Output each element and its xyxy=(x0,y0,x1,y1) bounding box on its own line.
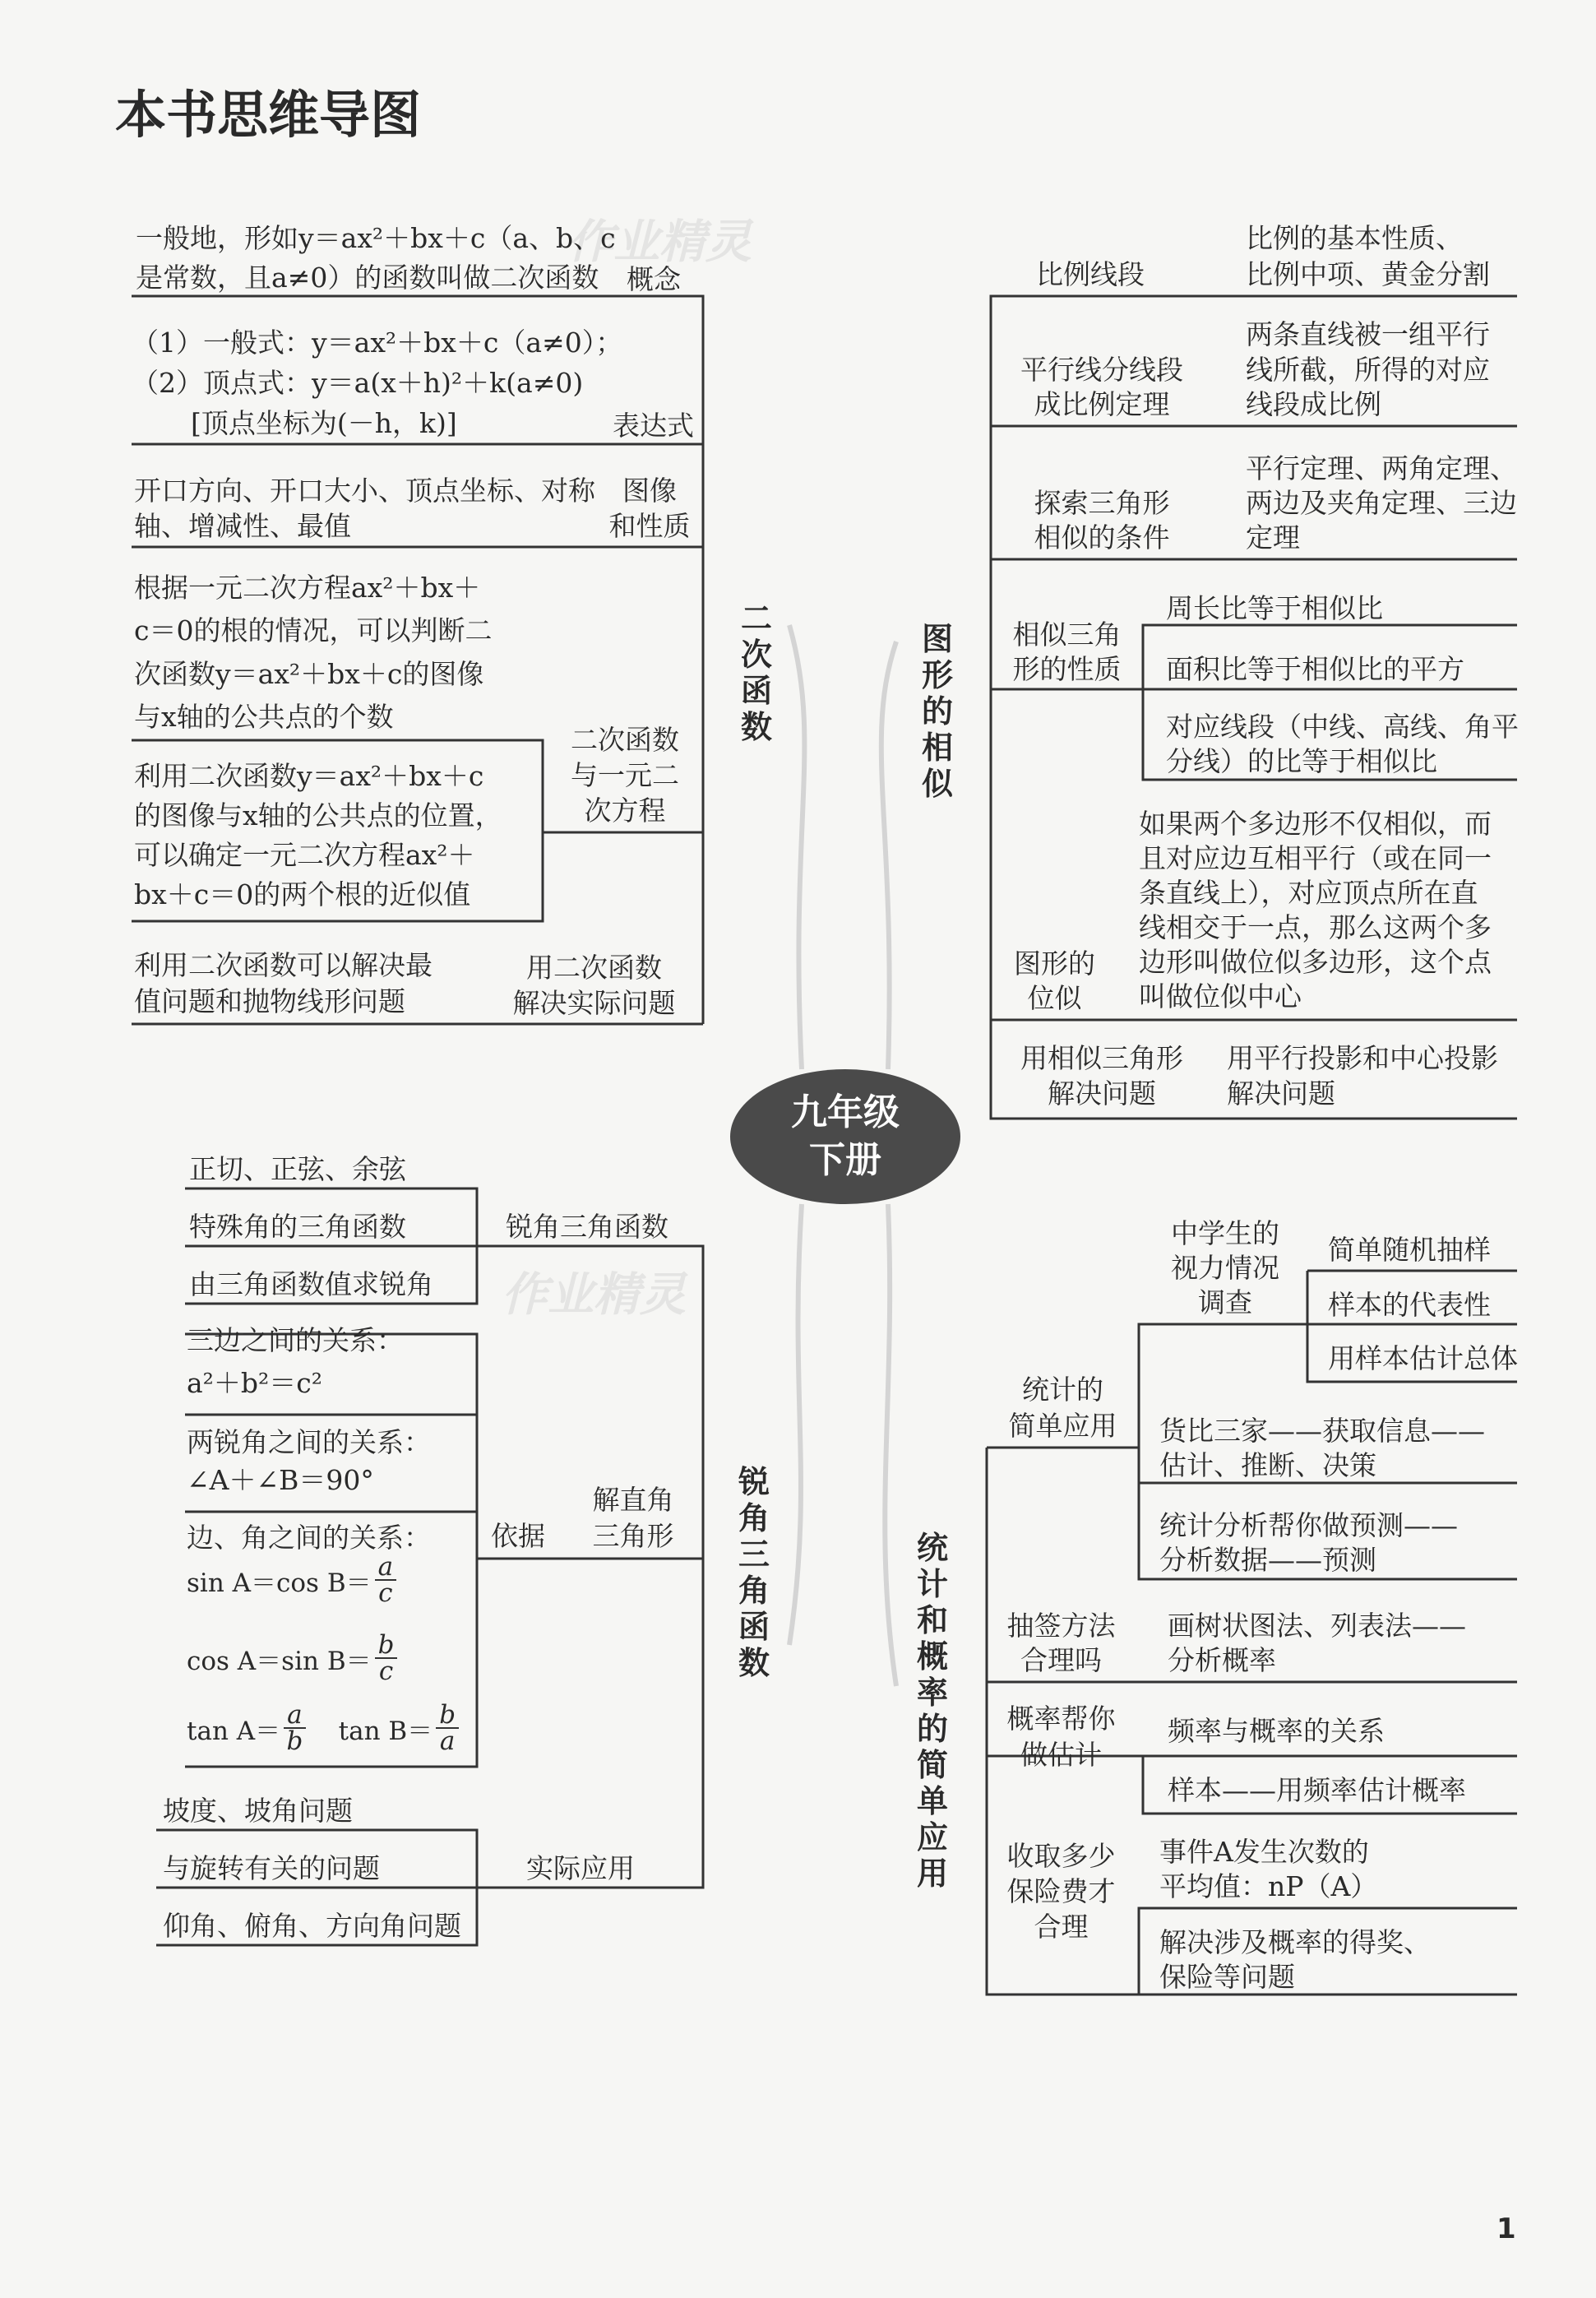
q4-survey-item: 简单随机抽样 xyxy=(1328,1234,1491,1266)
q1-equation-text1: 次函数y＝ax²＋bx＋c的图像 xyxy=(134,658,484,690)
q3-formula-tan xyxy=(187,1700,459,1756)
q3-right-sides: 三边之间的关系： xyxy=(187,1324,404,1356)
q1-graph-text: 开口方向、开口大小、顶点坐标、对称 xyxy=(134,475,595,507)
curve-q1 xyxy=(789,625,804,1069)
q2-parallel-text: 线所截，所得的对应 xyxy=(1246,354,1490,386)
center-volume: 下册 xyxy=(809,1139,881,1181)
q1-equation-text1: 根据一元二次方程ax²＋bx＋ xyxy=(134,572,481,604)
q1-expression-label: 表达式 xyxy=(613,410,694,442)
q2-parallel-label: 成比例定理 xyxy=(1034,388,1170,420)
q4-survey-label: 中学生的 xyxy=(1171,1217,1279,1249)
q3-right-angles: 两锐角之间的关系： xyxy=(187,1426,431,1458)
q4-insurance-text1: 平均值：nP（A） xyxy=(1159,1870,1378,1902)
q1-application-text: 利用二次函数可以解决最 xyxy=(134,949,433,981)
q1-equation-label: 与一元二 xyxy=(571,759,679,791)
q3-formula-tan-a-left: tan A＝ xyxy=(187,1716,281,1746)
q2-properties-label: 相似三角 xyxy=(1012,619,1122,651)
numerator: a xyxy=(284,1703,305,1729)
q3-practical-item: 坡度、坡角问题 xyxy=(163,1795,353,1827)
q4-insurance-label: 保险费才 xyxy=(1006,1875,1116,1907)
q3-formula-sin xyxy=(187,1552,396,1608)
q4-insurance-text2: 保险等问题 xyxy=(1159,1961,1295,1993)
q2-properties-item: 分线）的比等于相似比 xyxy=(1166,745,1437,777)
center-grade: 九年级 xyxy=(791,1091,900,1133)
q2-conditions-text: 定理 xyxy=(1246,521,1300,554)
q3-formula-tan-b-left: tan B＝ xyxy=(338,1716,433,1746)
q2-conditions-label: 探索三角形 xyxy=(1034,487,1170,519)
q4-estimate-item: 样本——用频率估计概率 xyxy=(1168,1774,1466,1806)
q1-application-label: 用二次函数 xyxy=(526,952,662,984)
q3-acute-item: 特殊角的三角函数 xyxy=(189,1211,406,1243)
q1-equation-label: 二次函数 xyxy=(571,724,679,756)
q4-insurance-label: 合理 xyxy=(1034,1911,1089,1943)
q3-practical-item: 仰角、俯角、方向角问题 xyxy=(163,1910,461,1942)
q2-properties-label: 形的性质 xyxy=(1012,653,1122,685)
q1-application-label: 解决实际问题 xyxy=(512,987,676,1019)
q2-properties-item: 对应线段（中线、高线、角平 xyxy=(1166,711,1519,743)
q3-right-angles: ∠A＋∠B＝90° xyxy=(187,1464,374,1496)
q4-estimate-item: 频率与概率的关系 xyxy=(1168,1715,1385,1747)
q2-conditions-text: 两边及夹角定理、三边 xyxy=(1246,487,1517,519)
q2-position-label: 图形的 xyxy=(1014,947,1095,980)
q4-estimate-label: 概率帮你 xyxy=(1006,1703,1116,1735)
q2-properties-item: 周长比等于相似比 xyxy=(1166,592,1383,624)
q1-graph-label: 和性质 xyxy=(608,510,691,542)
denominator: c xyxy=(378,1656,394,1686)
fraction xyxy=(284,1700,305,1756)
q2-parallel-text: 线段成比例 xyxy=(1246,388,1381,420)
q2-ratio-text: 比例的基本性质、 xyxy=(1246,222,1463,254)
topic-trig-functions: 锐角三角函数 xyxy=(738,1464,770,1681)
q1-graph-label: 图像 xyxy=(622,475,677,507)
q4-lots-text: 画树状图法、列表法—— xyxy=(1168,1610,1466,1642)
q1-application-text: 值问题和抛物线形问题 xyxy=(134,985,405,1017)
watermark: 作业精灵 xyxy=(567,215,752,269)
watermark: 作业精灵 xyxy=(502,1268,686,1322)
q3-formula-sin-left: sin A＝cos B＝ xyxy=(187,1568,372,1598)
fraction xyxy=(375,1630,398,1686)
q4-survey-label: 视力情况 xyxy=(1171,1252,1279,1284)
q1-concept-label: 概念 xyxy=(627,263,681,295)
q3-right-edge-angle: 边、角之间的关系： xyxy=(187,1522,431,1554)
center-node xyxy=(730,1069,960,1204)
q2-position-text: 线相交于一点，那么这两个多 xyxy=(1139,911,1492,943)
q2-properties-item: 面积比等于相似比的平方 xyxy=(1166,653,1464,685)
page-number: 1 xyxy=(1497,2212,1516,2245)
q3-right-label: 解直角 xyxy=(592,1484,674,1516)
q3-acute-item: 正切、正弦、余弦 xyxy=(189,1153,406,1185)
numerator: b xyxy=(436,1703,459,1729)
q4-stats-label: 简单应用 xyxy=(1008,1410,1117,1442)
q2-solve-label: 解决问题 xyxy=(1048,1077,1156,1110)
q1-graph-text: 轴、增减性、最值 xyxy=(134,510,351,542)
q4-estimate-label: 做估计 xyxy=(1020,1739,1102,1771)
q1-expression-text: （2）顶点式：y＝a(x＋h)²＋k(a≠0) xyxy=(132,367,584,399)
q2-parallel-label: 平行线分线段 xyxy=(1020,354,1183,386)
q2-position-text: 且对应边互相平行（或在同一 xyxy=(1139,842,1492,874)
q1-equation-text2: 可以确定一元二次方程ax²＋ xyxy=(134,839,475,871)
q1-equation-text1: c＝0的根的情况，可以判断二 xyxy=(134,614,493,646)
q4-insurance-text1: 事件A发生次数的 xyxy=(1159,1836,1369,1868)
denominator: a xyxy=(439,1726,456,1756)
q3-formula-cos-left: cos A＝sin B＝ xyxy=(187,1646,372,1676)
q1-expression-text: （1）一般式：y＝ax²＋bx＋c（a≠0）； xyxy=(132,327,623,359)
q4-shop-text: 货比三家——获取信息—— xyxy=(1159,1415,1485,1447)
q3-right-label: 三角形 xyxy=(592,1520,674,1552)
q3-acute-label: 锐角三角函数 xyxy=(506,1211,668,1243)
numerator: b xyxy=(375,1633,398,1659)
q1-equation-text2: 利用二次函数y＝ax²＋bx＋c xyxy=(134,760,484,792)
q1-equation-text1: 与x轴的公共点的个数 xyxy=(134,701,394,733)
q2-position-label: 位似 xyxy=(1027,982,1082,1014)
curve-q3 xyxy=(789,1204,802,1645)
q3-practical-label: 实际应用 xyxy=(526,1852,635,1884)
q4-survey-item: 用样本估计总体 xyxy=(1328,1342,1518,1374)
q4-stats-label: 统计的 xyxy=(1022,1374,1103,1406)
q4-lots-text: 分析概率 xyxy=(1168,1644,1276,1676)
topic-quadratic-function: 二次函数 xyxy=(740,600,772,745)
q3-practical-item: 与旋转有关的问题 xyxy=(163,1852,380,1884)
q1-equation-text2: 的图像与x轴的公共点的位置， xyxy=(134,799,502,832)
q3-right-sides: a²＋b²＝c² xyxy=(187,1367,322,1399)
q1-expression-text: [顶点坐标为(－h，k)] xyxy=(191,407,457,439)
q2-position-text: 边形叫做位似多边形，这个点 xyxy=(1139,946,1492,978)
q3-formula-cos xyxy=(187,1630,397,1686)
fraction xyxy=(436,1700,459,1756)
q1-equation-label: 次方程 xyxy=(584,795,666,827)
q1-concept-text: 一般地，形如y＝ax²＋bx＋c（a、b、c xyxy=(136,222,616,254)
q2-parallel-text: 两条直线被一组平行 xyxy=(1246,318,1490,350)
q2-solve-text: 解决问题 xyxy=(1227,1077,1335,1110)
q4-predict-text: 分析数据——预测 xyxy=(1159,1544,1376,1576)
q4-lots-label: 合理吗 xyxy=(1020,1644,1102,1676)
q1-concept-text: 是常数，且a≠0）的函数叫做二次函数 xyxy=(136,262,599,294)
topic-similar-figures: 图形的相似 xyxy=(921,621,953,802)
q2-conditions-label: 相似的条件 xyxy=(1034,521,1170,554)
q2-solve-text: 用平行投影和中心投影 xyxy=(1227,1042,1498,1074)
q2-ratio-text: 比例中项、黄金分割 xyxy=(1246,258,1490,290)
q4-survey-label: 调查 xyxy=(1198,1286,1252,1318)
topic-statistics-probability: 统计和概率的简单应用 xyxy=(916,1530,948,1892)
numerator: a xyxy=(375,1554,396,1581)
q4-shop-text: 估计、推断、决策 xyxy=(1159,1449,1376,1481)
q3-acute-line xyxy=(477,1246,703,1888)
q1-equation-text2: bx＋c＝0的两个根的近似值 xyxy=(134,878,471,910)
q2-conditions-text: 平行定理、两角定理、 xyxy=(1246,452,1517,484)
page-title: 本书思维导图 xyxy=(115,85,422,145)
q2-position-text: 如果两个多边形不仅相似，而 xyxy=(1139,808,1492,840)
q2-ratio-label: 比例线段 xyxy=(1036,258,1145,290)
denominator: b xyxy=(286,1726,303,1756)
q4-insurance-text2: 解决涉及概率的得奖、 xyxy=(1159,1926,1431,1958)
fraction xyxy=(375,1552,396,1608)
q3-acute-item: 由三角函数值求锐角 xyxy=(189,1268,433,1300)
curve-q4 xyxy=(885,1204,896,1686)
curve-q2 xyxy=(881,642,896,1069)
q2-solve-label: 用相似三角形 xyxy=(1020,1042,1183,1074)
q4-lots-label: 抽签方法 xyxy=(1006,1610,1116,1642)
denominator: c xyxy=(378,1578,393,1608)
q2-position-text: 条直线上），对应顶点所在直 xyxy=(1139,877,1478,909)
q2-position-text: 叫做位似中心 xyxy=(1139,980,1302,1012)
q4-survey-item: 样本的代表性 xyxy=(1328,1289,1491,1321)
q4-predict-text: 统计分析帮你做预测—— xyxy=(1159,1509,1458,1541)
q4-insurance-label: 收取多少 xyxy=(1006,1840,1116,1872)
q3-basis-label: 依据 xyxy=(491,1520,545,1552)
